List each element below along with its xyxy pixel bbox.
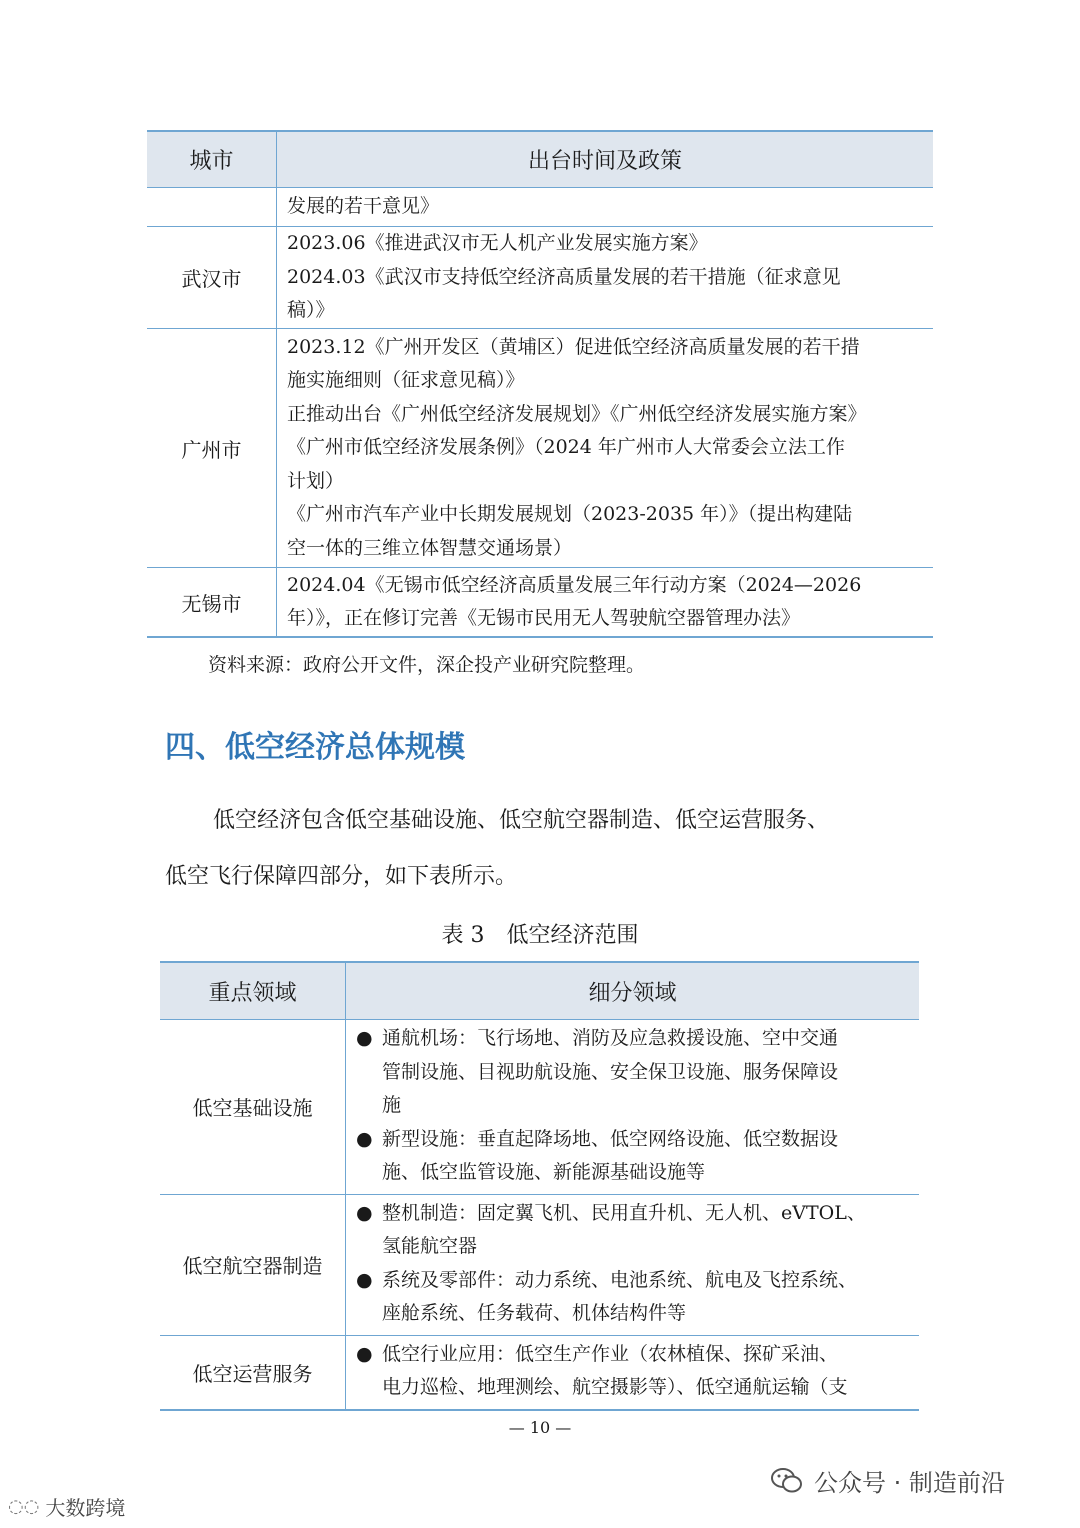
city-cell: 无锡市 xyxy=(147,568,277,638)
bullet-line: 管制设施、目视助航设施、安全保卫设施、服务保障设 xyxy=(382,1060,839,1083)
page-number: — 10 — xyxy=(508,1418,572,1437)
sub-area-cell xyxy=(346,1335,920,1410)
policy-cell xyxy=(277,568,934,638)
wechat-icon xyxy=(770,1466,804,1496)
policy-line: 年）》，正在修订完善《无锡市民用无人驾驶航空器管理办法》 xyxy=(287,607,801,629)
header-sub-area: 细分领域 xyxy=(346,962,920,1020)
table-caption: 表 3 低空经济范围 xyxy=(441,923,639,948)
header-key-area: 重点领域 xyxy=(160,962,346,1020)
body-paragraph-line: 低空飞行保障四部分，如下表所示。 xyxy=(165,864,518,889)
bullet-line: 施、低空监管设施、新能源基础设施等 xyxy=(382,1161,706,1183)
bullet-line: 低空行业应用：低空生产作业（农林植保、探矿采油、 xyxy=(382,1342,839,1365)
table-row xyxy=(160,1020,919,1195)
scope-table xyxy=(160,961,919,1411)
bullet-icon: ● xyxy=(356,1268,373,1291)
policy-cell xyxy=(277,329,934,568)
city-cell xyxy=(147,188,277,227)
city-cell: 广州市 xyxy=(147,329,277,568)
bullet-item xyxy=(356,1197,913,1264)
city-cell: 武汉市 xyxy=(147,227,277,329)
bullet-line: 系统及零部件：动力系统、电池系统、航电及飞控系统、 xyxy=(382,1268,858,1291)
bubble-icon: ◌◌ xyxy=(8,1496,40,1517)
header-city: 城市 xyxy=(147,131,277,188)
policy-line: 空一体的三维立体智慧交通场景） xyxy=(287,536,573,559)
bullet-line: 整机制造：固定翼飞机、民用直升机、无人机、eVTOL、 xyxy=(382,1201,866,1224)
body-paragraph-line: 低空经济包含低空基础设施、低空航空器制造、低空运营服务、 xyxy=(213,808,830,833)
policy-line: 施实施细则（征求意见稿）》 xyxy=(287,369,525,392)
table-row xyxy=(147,188,933,227)
policy-line: 《广州市汽车产业中长期发展规划（2023-2035 年）》（提出构建陆 xyxy=(287,503,853,526)
bullet-item xyxy=(356,1022,913,1123)
policy-line: 正推动出台《广州低空经济发展规划》《广州低空经济发展实施方案》 xyxy=(287,402,867,425)
section-title: 四、低空经济总体规模 xyxy=(165,730,465,765)
bullet-line: 氢能航空器 xyxy=(382,1235,478,1257)
watermark-left: ◌◌ 大数跨境 xyxy=(8,1496,126,1520)
policy-table xyxy=(147,130,933,638)
policy-line: 2023.12《广州开发区（黄埔区）促进低空经济高质量发展的若干措 xyxy=(287,335,860,358)
table-row xyxy=(147,329,933,568)
policy-line: 2024.04《无锡市低空经济高质量发展三年行动方案（2024—2026 xyxy=(287,573,862,596)
table-row xyxy=(160,1335,919,1410)
bullet-icon: ● xyxy=(356,1201,373,1224)
policy-line: 稿）》 xyxy=(287,299,335,322)
policy-cell xyxy=(277,227,934,329)
bullet-item xyxy=(356,1264,913,1331)
policy-line: 《广州市低空经济发展条例》（2024 年广州市人大常委会立法工作 xyxy=(287,436,845,459)
policy-cell xyxy=(277,188,934,227)
policy-line: 2024.03《武汉市支持低空经济高质量发展的若干措施（征求意见 xyxy=(287,265,841,288)
watermark-right: 公众号 · 制造前沿 xyxy=(770,1463,1005,1498)
table-row xyxy=(147,568,933,638)
area-cell: 低空运营服务 xyxy=(160,1335,346,1410)
bullet-icon: ● xyxy=(356,1027,373,1049)
policy-line: 计划） xyxy=(287,469,345,492)
bullet-line: 施 xyxy=(382,1094,402,1116)
bullet-line: 通航机场：飞行场地、消防及应急救援设施、空中交通 xyxy=(382,1027,839,1049)
bullet-line: 座舱系统、任务载荷、机体结构件等 xyxy=(382,1302,687,1324)
bullet-item xyxy=(356,1123,913,1190)
sub-area-cell xyxy=(346,1020,920,1195)
bullet-line: 新型设施：垂直起降场地、低空网络设施、低空数据设 xyxy=(382,1127,839,1150)
bullet-line: 电力巡检、地理测绘、航空摄影等）、低空通航运输（支 xyxy=(382,1376,848,1398)
table-row xyxy=(160,1194,919,1335)
area-cell: 低空航空器制造 xyxy=(160,1194,346,1335)
bullet-icon: ● xyxy=(356,1127,373,1150)
header-policy: 出台时间及政策 xyxy=(277,131,934,188)
bullet-icon: ● xyxy=(356,1342,373,1365)
area-cell: 低空基础设施 xyxy=(160,1020,346,1195)
bullet-item xyxy=(356,1338,913,1405)
source-note: 资料来源：政府公开文件，深企投产业研究院整理。 xyxy=(208,654,646,676)
table-row xyxy=(147,227,933,329)
sub-area-cell xyxy=(346,1194,920,1335)
policy-line: 发展的若干意见》 xyxy=(287,195,440,218)
policy-line: 2023.06《推进武汉市无人机产业发展实施方案》 xyxy=(287,232,708,255)
